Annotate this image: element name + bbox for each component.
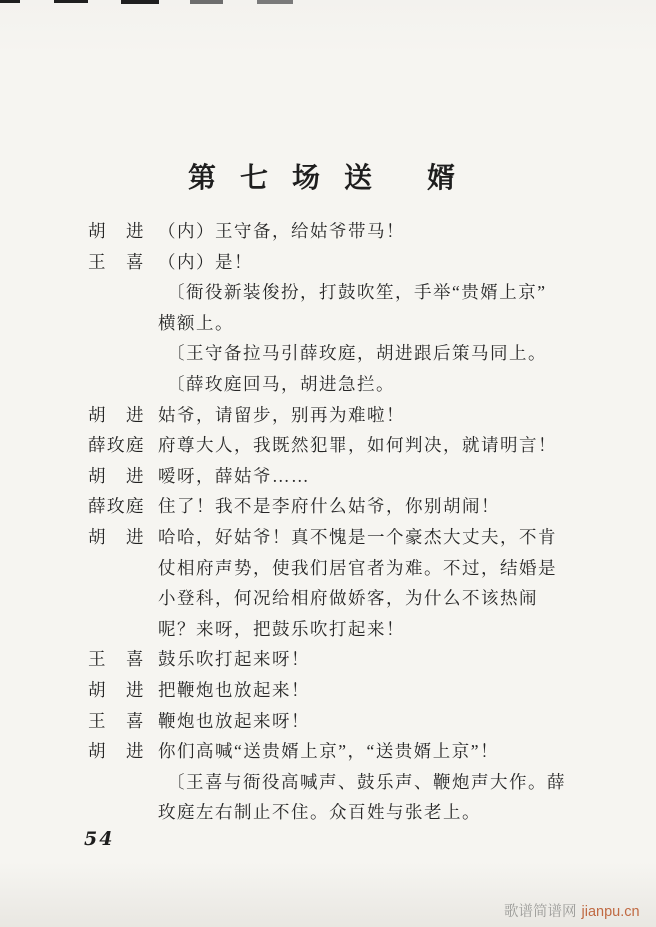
script-line xyxy=(0,247,656,278)
dialog-text: （内）王守备，给姑爷带马！ xyxy=(158,221,405,241)
stage-direction-text: 横额上。 xyxy=(158,312,234,333)
script-line xyxy=(0,216,656,247)
dialog-text: 小登科，何况给相府做娇客，为什么不该热闹 xyxy=(158,588,538,609)
dialog-text: 你们高喊“送贵婿上京”，“送贵婿上京”！ xyxy=(158,741,500,762)
dialog-text: 把鞭炮也放起来！ xyxy=(158,679,310,700)
script-line xyxy=(0,308,656,339)
scan-artifact-mark xyxy=(190,0,223,4)
stage-direction-text: 玫庭左右制止不住。众百姓与张老上。 xyxy=(158,802,481,823)
script-line xyxy=(0,644,656,675)
dialog-text: 姑爷，请留步，别再为难啦！ xyxy=(158,404,405,425)
speaker-name xyxy=(88,369,158,400)
script-line xyxy=(0,736,656,767)
speaker-name xyxy=(88,338,158,369)
speaker-name xyxy=(88,797,158,828)
speaker-name: 王 喜 xyxy=(88,251,145,272)
dialog-text: 呢？来呀，把鼓乐吹打起来！ xyxy=(158,618,405,639)
scan-artifact-mark xyxy=(121,0,159,4)
watermark xyxy=(504,900,640,921)
speaker-name xyxy=(88,553,158,584)
dialog-text: 仗相府声势，使我们居官者为难。不过，结婚是 xyxy=(158,557,557,578)
script-line xyxy=(0,369,656,400)
stage-direction-text: 〔薛玫庭回马，胡进急拦。 xyxy=(167,373,395,394)
speaker-name: 胡 进 xyxy=(88,741,145,762)
speaker-name: 胡 进 xyxy=(88,221,145,241)
script-line xyxy=(0,461,656,492)
speaker-name xyxy=(88,614,158,645)
script-line xyxy=(0,491,656,522)
script-body xyxy=(0,216,656,828)
script-line xyxy=(0,338,656,369)
page-number: 54 xyxy=(84,828,115,850)
speaker-name: 王 喜 xyxy=(88,710,145,731)
speaker-name: 胡 进 xyxy=(88,679,145,700)
stage-direction-text: 〔王守备拉马引薛玫庭，胡进跟后策马同上。 xyxy=(167,343,547,364)
speaker-name: 薛玫庭 xyxy=(88,496,145,517)
scan-artifact-mark xyxy=(257,0,293,4)
scan-artifact-mark xyxy=(54,0,88,3)
script-line xyxy=(0,400,656,431)
speaker-name: 胡 进 xyxy=(88,465,145,486)
dialog-text: 府尊大人，我既然犯罪，如何判决，就请明言！ xyxy=(158,435,557,456)
watermark-site-url: jianpu.cn xyxy=(581,904,640,920)
dialog-text: 哈哈，好姑爷！真不愧是一个豪杰大丈夫，不肯 xyxy=(158,526,557,547)
dialog-text: 嗳呀，薛姑爷…… xyxy=(158,465,310,486)
dialog-text: 鞭炮也放起来呀！ xyxy=(158,710,310,731)
stage-direction-text: 〔王喜与衙役高喊声、鼓乐声、鞭炮声大作。薛 xyxy=(167,771,566,792)
script-line xyxy=(0,767,656,798)
watermark-site-name: 歌谱简谱网 xyxy=(504,904,577,920)
script-line xyxy=(0,583,656,614)
script-line xyxy=(0,614,656,645)
stage-direction-text: 〔衙役新装俊扮，打鼓吹笙，手举“贵婿上京” xyxy=(167,282,547,303)
script-line xyxy=(0,522,656,553)
dialog-text: （内）是！ xyxy=(158,251,253,272)
script-line xyxy=(0,430,656,461)
script-line xyxy=(0,277,656,308)
dialog-text: 住了！我不是李府什么姑爷，你别胡闹！ xyxy=(158,496,500,517)
speaker-name: 王 喜 xyxy=(88,649,145,670)
scan-artifact-mark xyxy=(0,0,20,3)
speaker-name: 胡 进 xyxy=(88,404,145,425)
speaker-name xyxy=(88,583,158,614)
script-line xyxy=(0,675,656,706)
script-line xyxy=(0,706,656,737)
speaker-name xyxy=(88,767,158,798)
scene-title: 第七场送 婿 xyxy=(188,163,480,194)
speaker-name: 胡 进 xyxy=(88,526,145,547)
script-line xyxy=(0,553,656,584)
speaker-name: 薛玫庭 xyxy=(88,435,145,456)
dialog-text: 鼓乐吹打起来呀！ xyxy=(158,649,310,670)
speaker-name xyxy=(88,277,158,308)
script-line xyxy=(0,797,656,828)
speaker-name xyxy=(88,308,158,339)
